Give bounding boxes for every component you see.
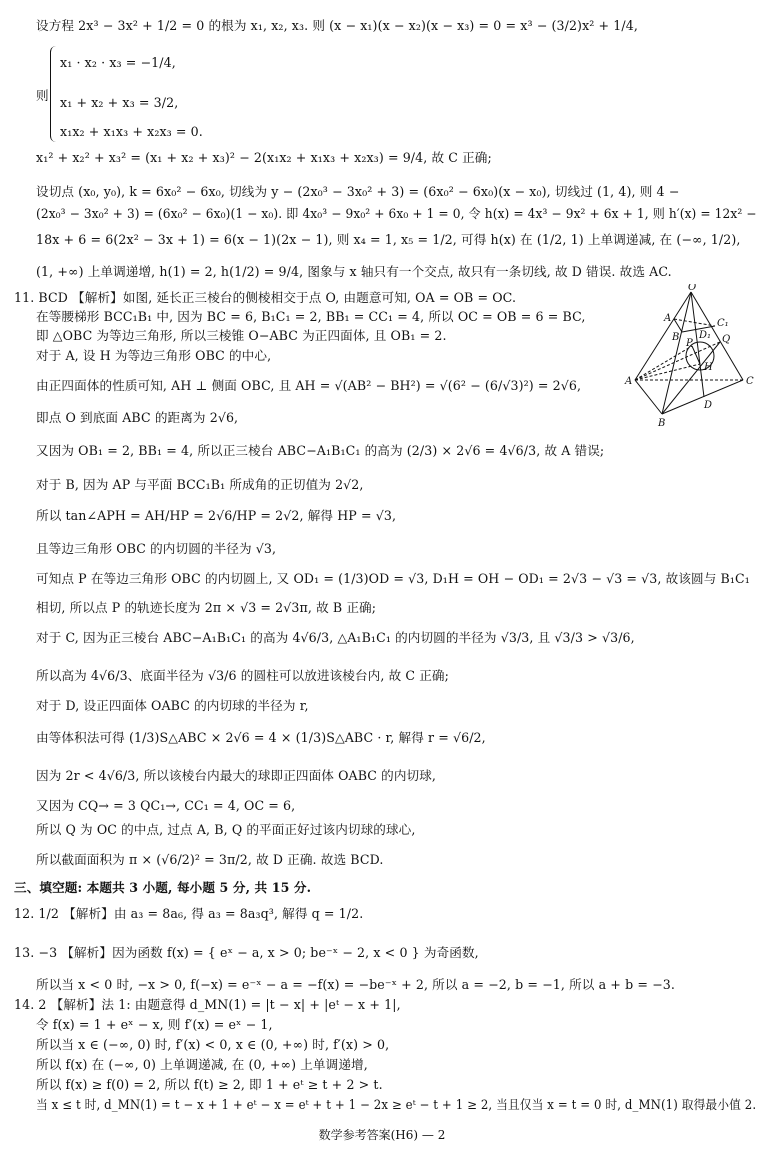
label-P: P xyxy=(686,338,693,349)
text-line: 对于 B, 因为 AP 与平面 BCC₁B₁ 所成角的正切值为 2√2, xyxy=(36,477,364,492)
text-line: 即点 O 到底面 ABC 的距离为 2√6, xyxy=(36,410,239,425)
text-line: 当 x ≤ t 时, d_MN(1) = t − x + 1 + eᵗ − x = eᵗ + t + 1 − 2x ≥ eᵗ − t + 1 ≥ 2, 当且仅当 x = t = 0 时, d_MN(1) 取得最小值 2. xyxy=(36,1097,757,1112)
text-line: 又因为 CQ→ = 3 QC₁→, CC₁ = 4, OC = 6, xyxy=(36,798,296,813)
text-line: x₁² + x₂² + x₃² = (x₁ + x₂ + x₃)² − 2(x₁x₂ + x₁x₃ + x₂x₃) = 9/4, 故 C 正确; xyxy=(36,150,492,165)
text-line: 11. BCD 【解析】如图, 延长正三棱台的侧棱相交于点 O, 由题意可知, OA = OB = OC. xyxy=(14,290,517,305)
label-H: H xyxy=(704,362,713,373)
text-line: 由等体积法可得 (1/3)S△ABC × 2√6 = 4 × (1/3)S△ABC · r, 解得 r = √6/2, xyxy=(36,730,486,745)
text-line: x₁ + x₂ + x₃ = 3/2, xyxy=(60,95,179,110)
text-line: x₁ · x₂ · x₃ = −1/4, xyxy=(60,55,176,70)
text-line: 令 f(x) = 1 + eˣ − x, 则 f′(x) = eˣ − 1, xyxy=(36,1017,273,1032)
text-line: 因为 2r < 4√6/3, 所以该棱台内最大的球即正四面体 OABC 的内切球, xyxy=(36,768,437,783)
label-C1: C₁ xyxy=(717,318,729,329)
text-line: 13. −3 【解析】因为函数 f(x) = { eˣ − a, x > 0; be⁻ˣ − 2, x < 0 } 为奇函数, xyxy=(14,945,479,960)
text-line: 设方程 2x³ − 3x² + 1/2 = 0 的根为 x₁, x₂, x₃. 则 (x − x₁)(x − x₂)(x − x₃) = 0 = x³ − (3/2)x² + 1/4, xyxy=(36,18,638,33)
text-line: 即 △OBC 为等边三角形, 所以三棱锥 O−ABC 为正四面体, 且 OB₁ = 2. xyxy=(36,328,447,343)
line-A-P xyxy=(635,346,692,380)
text-line: 由正四面体的性质可知, AH ⊥ 侧面 OBC, 且 AH = √(AB² − BH²) = √(6² − (6/√3)²) = 2√6, xyxy=(36,378,582,393)
text-line: 所以 tan∠APH = AH/HP = 2√6/HP = 2√2, 解得 HP = √3, xyxy=(36,508,397,523)
line-O-D xyxy=(691,292,704,397)
text-line: 设切点 (x₀, y₀), k = 6x₀² − 6x₀, 切线为 y − (2x₀³ − 3x₀² + 3) = (6x₀² − 6x₀)(x − x₀), 切线过 (1, 4), 则 4 − xyxy=(36,184,680,199)
text-line: 相切, 所以点 P 的轨迹长度为 2π × √3 = 2√3π, 故 B 正确; xyxy=(36,600,377,615)
system-brace xyxy=(50,46,57,142)
label-O: O xyxy=(688,284,697,293)
label-B: B xyxy=(658,418,666,429)
label-A1: A xyxy=(664,313,672,324)
text-line: 则 xyxy=(36,88,49,103)
text-line: 所以截面面积为 π × (√6/2)² = 3π/2, 故 D 正确. 故选 BCD. xyxy=(36,852,384,867)
text-line: 对于 C, 因为正三棱台 ABC−A₁B₁C₁ 的高为 4√6/3, △A₁B₁C₁ 的内切圆的半径为 √3/3, 且 √3/3 > √3/6, xyxy=(36,630,635,645)
text-line: 三、填空题: 本题共 3 小题, 每小题 5 分, 共 15 分. xyxy=(14,880,312,895)
text-line: 所以当 x ∈ (−∞, 0) 时, f′(x) < 0, x ∈ (0, +∞) 时, f′(x) > 0, xyxy=(36,1037,390,1052)
frustum-figure xyxy=(600,284,760,434)
page-footer: 数学参考答案(H6) — 2 xyxy=(318,1128,446,1142)
text-line: x₁x₂ + x₁x₃ + x₂x₃ = 0. xyxy=(60,124,203,139)
text-line: 且等边三角形 OBC 的内切圆的半径为 √3, xyxy=(36,541,277,556)
text-line: 所以 f(x) 在 (−∞, 0) 上单调递减, 在 (0, +∞) 上单调递增, xyxy=(36,1057,368,1072)
label-A: A xyxy=(625,376,633,387)
label-Q: Q xyxy=(722,334,731,345)
text-line: 对于 D, 设正四面体 OABC 的内切球的半径为 r, xyxy=(36,698,309,713)
text-line: (2x₀³ − 3x₀² + 3) = (6x₀² − 6x₀)(1 − x₀). 即 4x₀³ − 9x₀² + 6x₀ + 1 = 0, 令 h(x) = 4x³ − 9x² + 6x + 1, 则 h′(x) = 12x² − xyxy=(36,206,757,221)
edge-A1B1 xyxy=(674,319,682,332)
text-line: 所以当 x < 0 时, −x > 0, f(−x) = e⁻ˣ − a = −f(x) = −be⁻ˣ + 2, 所以 a = −2, b = −1, 所以 a + b = −3. xyxy=(36,977,675,992)
label-D: D xyxy=(704,400,713,411)
text-line: 对于 A, 设 H 为等边三角形 OBC 的中心, xyxy=(36,348,272,363)
text-line: (1, +∞) 上单调递增, h(1) = 2, h(1/2) = 9/4, 图象与 x 轴只有一个交点, 故只有一条切线, 故 D 错误. 故选 AC. xyxy=(36,264,672,279)
text-line: 18x + 6 = 6(2x² − 3x + 1) = 6(x − 1)(2x − 1), 则 x₄ = 1, x₅ = 1/2, 可得 h(x) 在 (1/2, 1) 上单调递减, 在 (−∞, 1/2), xyxy=(36,232,741,247)
edge-AB xyxy=(635,380,662,414)
text-line: 所以 Q 为 OC 的中点, 过点 A, B, Q 的平面正好过该内切球的球心, xyxy=(36,822,416,837)
label-D1: D₁ xyxy=(699,330,712,341)
text-line: 又因为 OB₁ = 2, BB₁ = 4, 所以正三棱台 ABC−A₁B₁C₁ 的高为 (2/3) × 2√6 = 4√6/3, 故 A 错误; xyxy=(36,443,605,458)
text-line: 12. 1/2 【解析】由 a₃ = 8a₆, 得 a₃ = 8a₃q³, 解得 q = 1/2. xyxy=(14,906,364,921)
text-line: 所以 f(x) ≥ f(0) = 2, 所以 f(t) ≥ 2, 即 1 + eᵗ ≥ t + 2 > t. xyxy=(36,1077,383,1092)
text-line: 可知点 P 在等边三角形 OBC 的内切圆上, 又 OD₁ = (1/3)OD = √3, D₁H = OH − OD₁ = 2√3 − √3 = √3, 故该圆与 B₁C₁ xyxy=(36,571,750,586)
text-line: 在等腰梯形 BCC₁B₁ 中, 因为 BC = 6, B₁C₁ = 2, BB₁ = CC₁ = 4, 所以 OC = OB = 6 = BC, xyxy=(36,309,586,324)
text-line: 14. 2 【解析】法 1: 由题意得 d_MN(1) = |t − x| + |eᵗ − x + 1|, xyxy=(14,997,401,1012)
label-C: C xyxy=(746,376,754,387)
text-line: 所以高为 4√6/3、底面半径为 √3/6 的圆柱可以放进该棱台内, 故 C 正确; xyxy=(36,668,449,683)
edge-OA xyxy=(635,292,691,380)
label-B1: B xyxy=(672,332,680,343)
